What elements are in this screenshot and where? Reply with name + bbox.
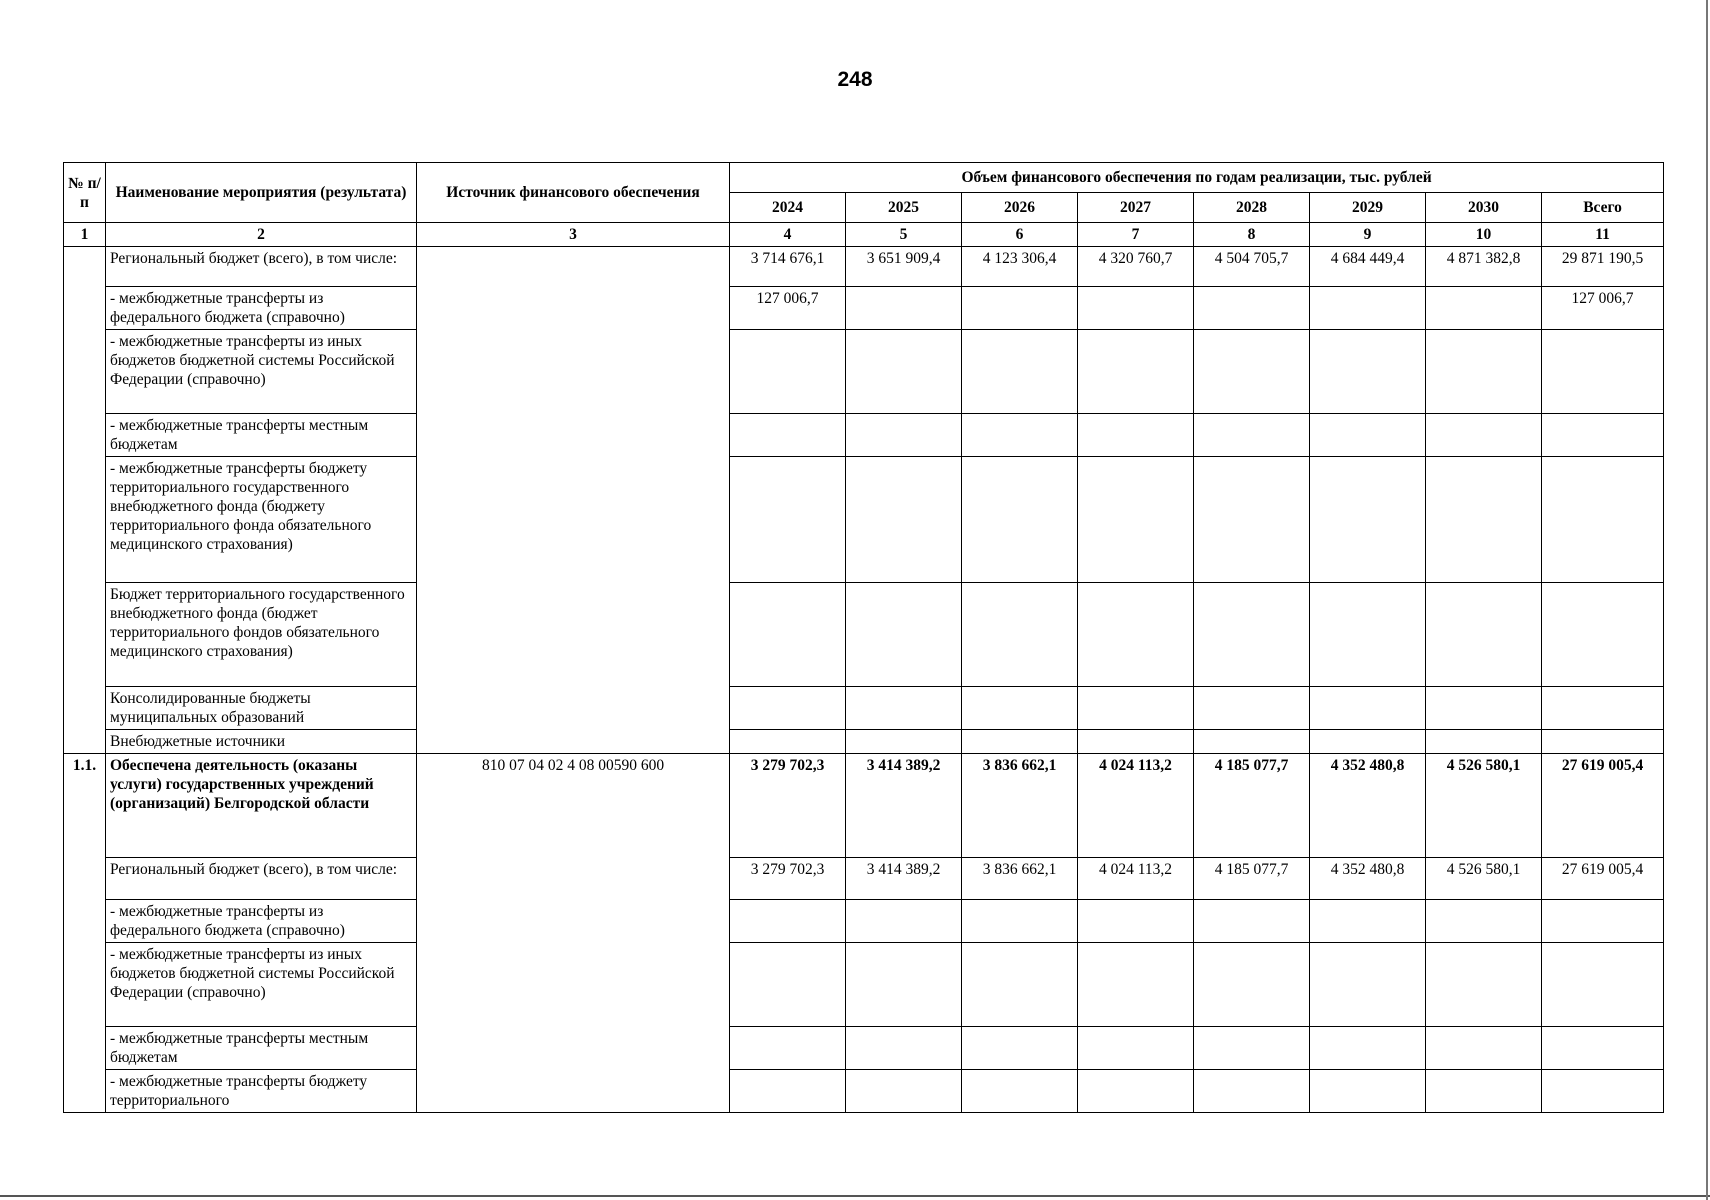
value-cell: [846, 943, 962, 1027]
header-year: 2025: [846, 193, 962, 223]
table-row: [64, 583, 1664, 687]
value-cell: [962, 687, 1078, 730]
row-index: 1.1.: [64, 754, 106, 1113]
value-cell: 3 836 662,1: [962, 858, 1078, 900]
header-year: 2026: [962, 193, 1078, 223]
value-cell: [846, 1070, 962, 1113]
value-cell: [1426, 1027, 1542, 1070]
value-cell: [1426, 1070, 1542, 1113]
value-cell: [1310, 287, 1426, 330]
value-cell: [1194, 730, 1310, 754]
table-row: [64, 900, 1664, 943]
value-cell: 3 279 702,3: [730, 754, 846, 858]
value-cell: [962, 900, 1078, 943]
value-cell: 4 123 306,4: [962, 247, 1078, 287]
column-number: 2: [106, 223, 417, 247]
value-cell: [1194, 687, 1310, 730]
value-cell: 127 006,7: [1542, 287, 1664, 330]
value-cell: [1426, 730, 1542, 754]
value-cell: [962, 330, 1078, 414]
value-cell: 27 619 005,4: [1542, 858, 1664, 900]
value-cell: 4 504 705,7: [1194, 247, 1310, 287]
row-index: [64, 247, 106, 754]
value-cell: [1194, 943, 1310, 1027]
column-number: 9: [1310, 223, 1426, 247]
value-cell: [1310, 583, 1426, 687]
value-cell: [846, 583, 962, 687]
value-cell: [1078, 1070, 1194, 1113]
row-name: - межбюджетные трансферты бюджету территориального государственного внебюджетного фонда (бюджету территориального фонда обязательного медицинского страхования): [106, 457, 417, 583]
value-cell: 29 871 190,5: [1542, 247, 1664, 287]
page-number: 248: [837, 68, 873, 91]
value-cell: [730, 1027, 846, 1070]
row-name: - межбюджетные трансферты местным бюджетам: [106, 414, 417, 457]
value-cell: [962, 1070, 1078, 1113]
value-cell: [846, 414, 962, 457]
value-cell: 4 352 480,8: [1310, 754, 1426, 858]
value-cell: [962, 583, 1078, 687]
value-cell: [1194, 1070, 1310, 1113]
table-row: [64, 858, 1664, 900]
value-cell: [1542, 414, 1664, 457]
value-cell: [962, 414, 1078, 457]
value-cell: [1310, 943, 1426, 1027]
table-row: [64, 330, 1664, 414]
value-cell: [962, 943, 1078, 1027]
header-year: 2030: [1426, 193, 1542, 223]
row-name: - межбюджетные трансферты из федерального бюджета (справочно): [106, 287, 417, 330]
header-year: 2029: [1310, 193, 1426, 223]
header-volume: Объем финансового обеспечения по годам реализации, тыс. рублей: [730, 163, 1664, 193]
column-number: 3: [417, 223, 730, 247]
row-source: 810 07 04 02 4 08 00590 600: [417, 754, 730, 1113]
value-cell: [1310, 900, 1426, 943]
value-cell: [962, 730, 1078, 754]
value-cell: [1078, 730, 1194, 754]
value-cell: 3 279 702,3: [730, 858, 846, 900]
value-cell: 4 526 580,1: [1426, 754, 1542, 858]
row-source: [417, 247, 730, 754]
value-cell: [730, 730, 846, 754]
value-cell: [1310, 330, 1426, 414]
value-cell: 4 526 580,1: [1426, 858, 1542, 900]
value-cell: [730, 687, 846, 730]
row-name: Обеспечена деятельность (оказаны услуги) государственных учреждений (организаций) Белгородской области: [106, 754, 417, 858]
value-cell: 27 619 005,4: [1542, 754, 1664, 858]
scan-edge-right: [1706, 0, 1708, 1200]
table-row: [64, 247, 1664, 287]
column-number: 1: [64, 223, 106, 247]
value-cell: 3 414 389,2: [846, 754, 962, 858]
value-cell: [1426, 330, 1542, 414]
value-cell: 127 006,7: [730, 287, 846, 330]
value-cell: [730, 330, 846, 414]
value-cell: [846, 330, 962, 414]
value-cell: [1426, 687, 1542, 730]
value-cell: [1542, 943, 1664, 1027]
value-cell: [1542, 1027, 1664, 1070]
column-number: 8: [1194, 223, 1310, 247]
value-cell: [1542, 730, 1664, 754]
value-cell: [730, 457, 846, 583]
table-row: [64, 457, 1664, 583]
value-cell: [1542, 457, 1664, 583]
value-cell: [962, 457, 1078, 583]
value-cell: [1194, 330, 1310, 414]
value-cell: 3 714 676,1: [730, 247, 846, 287]
value-cell: [1426, 583, 1542, 687]
value-cell: [1310, 730, 1426, 754]
value-cell: 4 320 760,7: [1078, 247, 1194, 287]
row-name: - межбюджетные трансферты из иных бюджетов бюджетной системы Российской Федерации (справочно): [106, 330, 417, 414]
header-year: 2027: [1078, 193, 1194, 223]
header-total: Всего: [1542, 193, 1664, 223]
value-cell: [1194, 414, 1310, 457]
financing-table: [63, 162, 1664, 1113]
row-name: Бюджет территориального государственного внебюджетного фонда (бюджет территориального фондов обязательного медицинского страхования): [106, 583, 417, 687]
row-name: - межбюджетные трансферты из иных бюджетов бюджетной системы Российской Федерации (справочно): [106, 943, 417, 1027]
scan-edge-bottom: [0, 1195, 1710, 1197]
value-cell: 3 836 662,1: [962, 754, 1078, 858]
value-cell: [846, 457, 962, 583]
value-cell: [1194, 583, 1310, 687]
header-number: № п/п: [64, 163, 106, 223]
value-cell: 4 684 449,4: [1310, 247, 1426, 287]
column-number: 11: [1542, 223, 1664, 247]
value-cell: [1542, 330, 1664, 414]
value-cell: [1310, 1027, 1426, 1070]
value-cell: 4 185 077,7: [1194, 754, 1310, 858]
value-cell: 3 414 389,2: [846, 858, 962, 900]
row-name: - межбюджетные трансферты из федерального бюджета (справочно): [106, 900, 417, 943]
value-cell: [1194, 1027, 1310, 1070]
table-row: [64, 287, 1664, 330]
row-name: Региональный бюджет (всего), в том числе:: [106, 247, 417, 287]
value-cell: [846, 900, 962, 943]
column-number: 6: [962, 223, 1078, 247]
table-row: [64, 414, 1664, 457]
value-cell: [1078, 1027, 1194, 1070]
value-cell: [1078, 330, 1194, 414]
row-name: Региональный бюджет (всего), в том числе:: [106, 858, 417, 900]
value-cell: [1426, 414, 1542, 457]
header-source: Источник финансового обеспечения: [417, 163, 730, 223]
row-name: Консолидированные бюджеты муниципальных образований: [106, 687, 417, 730]
value-cell: 4 185 077,7: [1194, 858, 1310, 900]
column-number: 5: [846, 223, 962, 247]
value-cell: [1194, 457, 1310, 583]
value-cell: [1078, 287, 1194, 330]
column-number: 10: [1426, 223, 1542, 247]
table-row: [64, 687, 1664, 730]
value-cell: [730, 900, 846, 943]
value-cell: [1542, 687, 1664, 730]
value-cell: [1542, 1070, 1664, 1113]
value-cell: [846, 1027, 962, 1070]
value-cell: 4 024 113,2: [1078, 754, 1194, 858]
value-cell: [730, 1070, 846, 1113]
row-name: Внебюджетные источники: [106, 730, 417, 754]
value-cell: [1078, 687, 1194, 730]
table-row: [64, 943, 1664, 1027]
column-number: 7: [1078, 223, 1194, 247]
value-cell: [1194, 287, 1310, 330]
header-year: 2024: [730, 193, 846, 223]
value-cell: 3 651 909,4: [846, 247, 962, 287]
value-cell: [1078, 583, 1194, 687]
value-cell: [846, 687, 962, 730]
table-row: [64, 754, 1664, 858]
value-cell: [962, 287, 1078, 330]
table-row: [64, 1070, 1664, 1113]
value-cell: 4 871 382,8: [1426, 247, 1542, 287]
value-cell: [1194, 900, 1310, 943]
value-cell: [1310, 1070, 1426, 1113]
value-cell: [730, 583, 846, 687]
value-cell: [1426, 457, 1542, 583]
value-cell: [962, 1027, 1078, 1070]
value-cell: [1542, 900, 1664, 943]
value-cell: 4 352 480,8: [1310, 858, 1426, 900]
value-cell: [846, 287, 962, 330]
row-name: - межбюджетные трансферты бюджету территориального: [106, 1070, 417, 1113]
value-cell: [1078, 414, 1194, 457]
table-row: [64, 730, 1664, 754]
value-cell: [1078, 943, 1194, 1027]
value-cell: [1426, 287, 1542, 330]
value-cell: [1426, 943, 1542, 1027]
value-cell: [1542, 583, 1664, 687]
value-cell: [730, 414, 846, 457]
value-cell: 4 024 113,2: [1078, 858, 1194, 900]
value-cell: [1078, 900, 1194, 943]
value-cell: [730, 943, 846, 1027]
row-name: - межбюджетные трансферты местным бюджетам: [106, 1027, 417, 1070]
value-cell: [1310, 457, 1426, 583]
value-cell: [846, 730, 962, 754]
column-number: 4: [730, 223, 846, 247]
value-cell: [1078, 457, 1194, 583]
value-cell: [1310, 414, 1426, 457]
header-year: 2028: [1194, 193, 1310, 223]
header-name: Наименование мероприятия (результата): [106, 163, 417, 223]
value-cell: [1426, 900, 1542, 943]
value-cell: [1310, 687, 1426, 730]
table-row: [64, 1027, 1664, 1070]
